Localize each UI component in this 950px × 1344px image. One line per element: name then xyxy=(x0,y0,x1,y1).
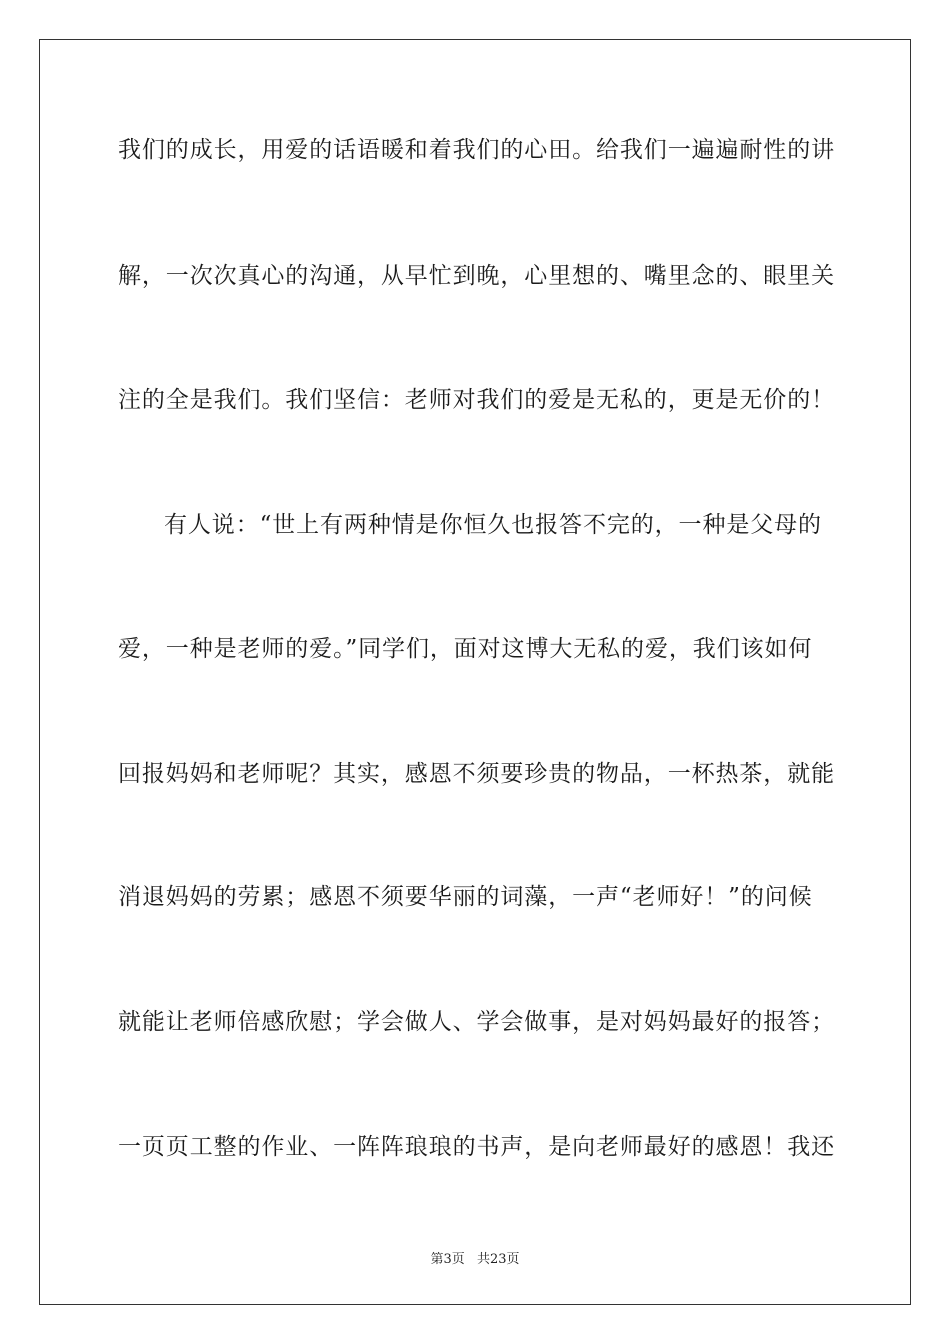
page-number: 第3页 xyxy=(430,1252,465,1267)
text-line: 解，一次次真心的沟通，从早忙到晚，心里想的、嘴里念的、眼里关 xyxy=(118,263,835,289)
text-line: 就能让老师倍感欣慰；学会做人、学会做事，是对妈妈最好的报答； xyxy=(118,1009,835,1035)
text-line: 一页页工整的作业、一阵阵琅琅的书声，是向老师最好的感恩！我还 xyxy=(118,1134,835,1160)
page-border xyxy=(39,39,911,1305)
paragraph-start-line: 有人说：“世上有两种情是你恒久也报答不完的，一种是父母的 xyxy=(164,512,822,538)
text-line: 回报妈妈和老师呢？其实，感恩不须要珍贵的物品，一杯热茶，就能 xyxy=(118,761,835,787)
text-line: 爱，一种是老师的爱。”同学们，面对这博大无私的爱，我们该如何 xyxy=(118,636,813,662)
page-footer xyxy=(0,1248,950,1267)
text-line: 注的全是我们。我们坚信：老师对我们的爱是无私的，更是无价的！ xyxy=(118,387,835,413)
text-line: 我们的成长，用爱的话语暖和着我们的心田。给我们一遍遍耐性的讲 xyxy=(118,137,835,163)
text-line: 消退妈妈的劳累；感恩不须要华丽的词藻，一声“老师好！”的问候 xyxy=(118,884,813,910)
page-total: 共23页 xyxy=(476,1252,520,1267)
